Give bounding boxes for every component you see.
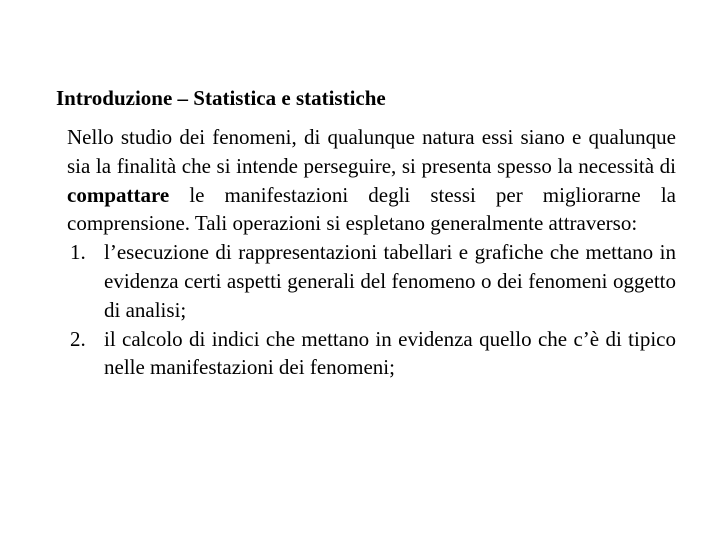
numbered-list — [67, 238, 676, 382]
list-item-text: il calcolo di indici che mettano in evidenza quello che c’è di tipico nelle manifestazioni dei fenomeni; — [104, 326, 676, 380]
list-item — [67, 325, 676, 383]
intro-text-start: Nello studio dei fenomeni, di qualunque natura essi siano e qualunque sia la finalità che si intende perseguire, si presenta spesso la necessità di — [67, 125, 676, 178]
list-item-number: 1. — [70, 240, 86, 265]
intro-text-end: le manifestazioni degli stessi per migliorarne la comprensione. Tali operazioni si espletano generalmente attraverso: — [67, 182, 676, 236]
intro-emphasis: compattare — [67, 182, 170, 207]
slide-title: Introduzione – Statistica e statistiche — [56, 86, 386, 110]
list-item-number: 2. — [70, 326, 86, 351]
intro-paragraph — [67, 123, 676, 238]
list-item — [67, 238, 676, 324]
list-item-text: l’esecuzione di rappresentazioni tabellari e grafiche che mettano in evidenza certi aspetti generali del fenomeno o dei fenomeni oggetto di analisi; — [104, 240, 676, 322]
slide-body — [67, 123, 676, 382]
